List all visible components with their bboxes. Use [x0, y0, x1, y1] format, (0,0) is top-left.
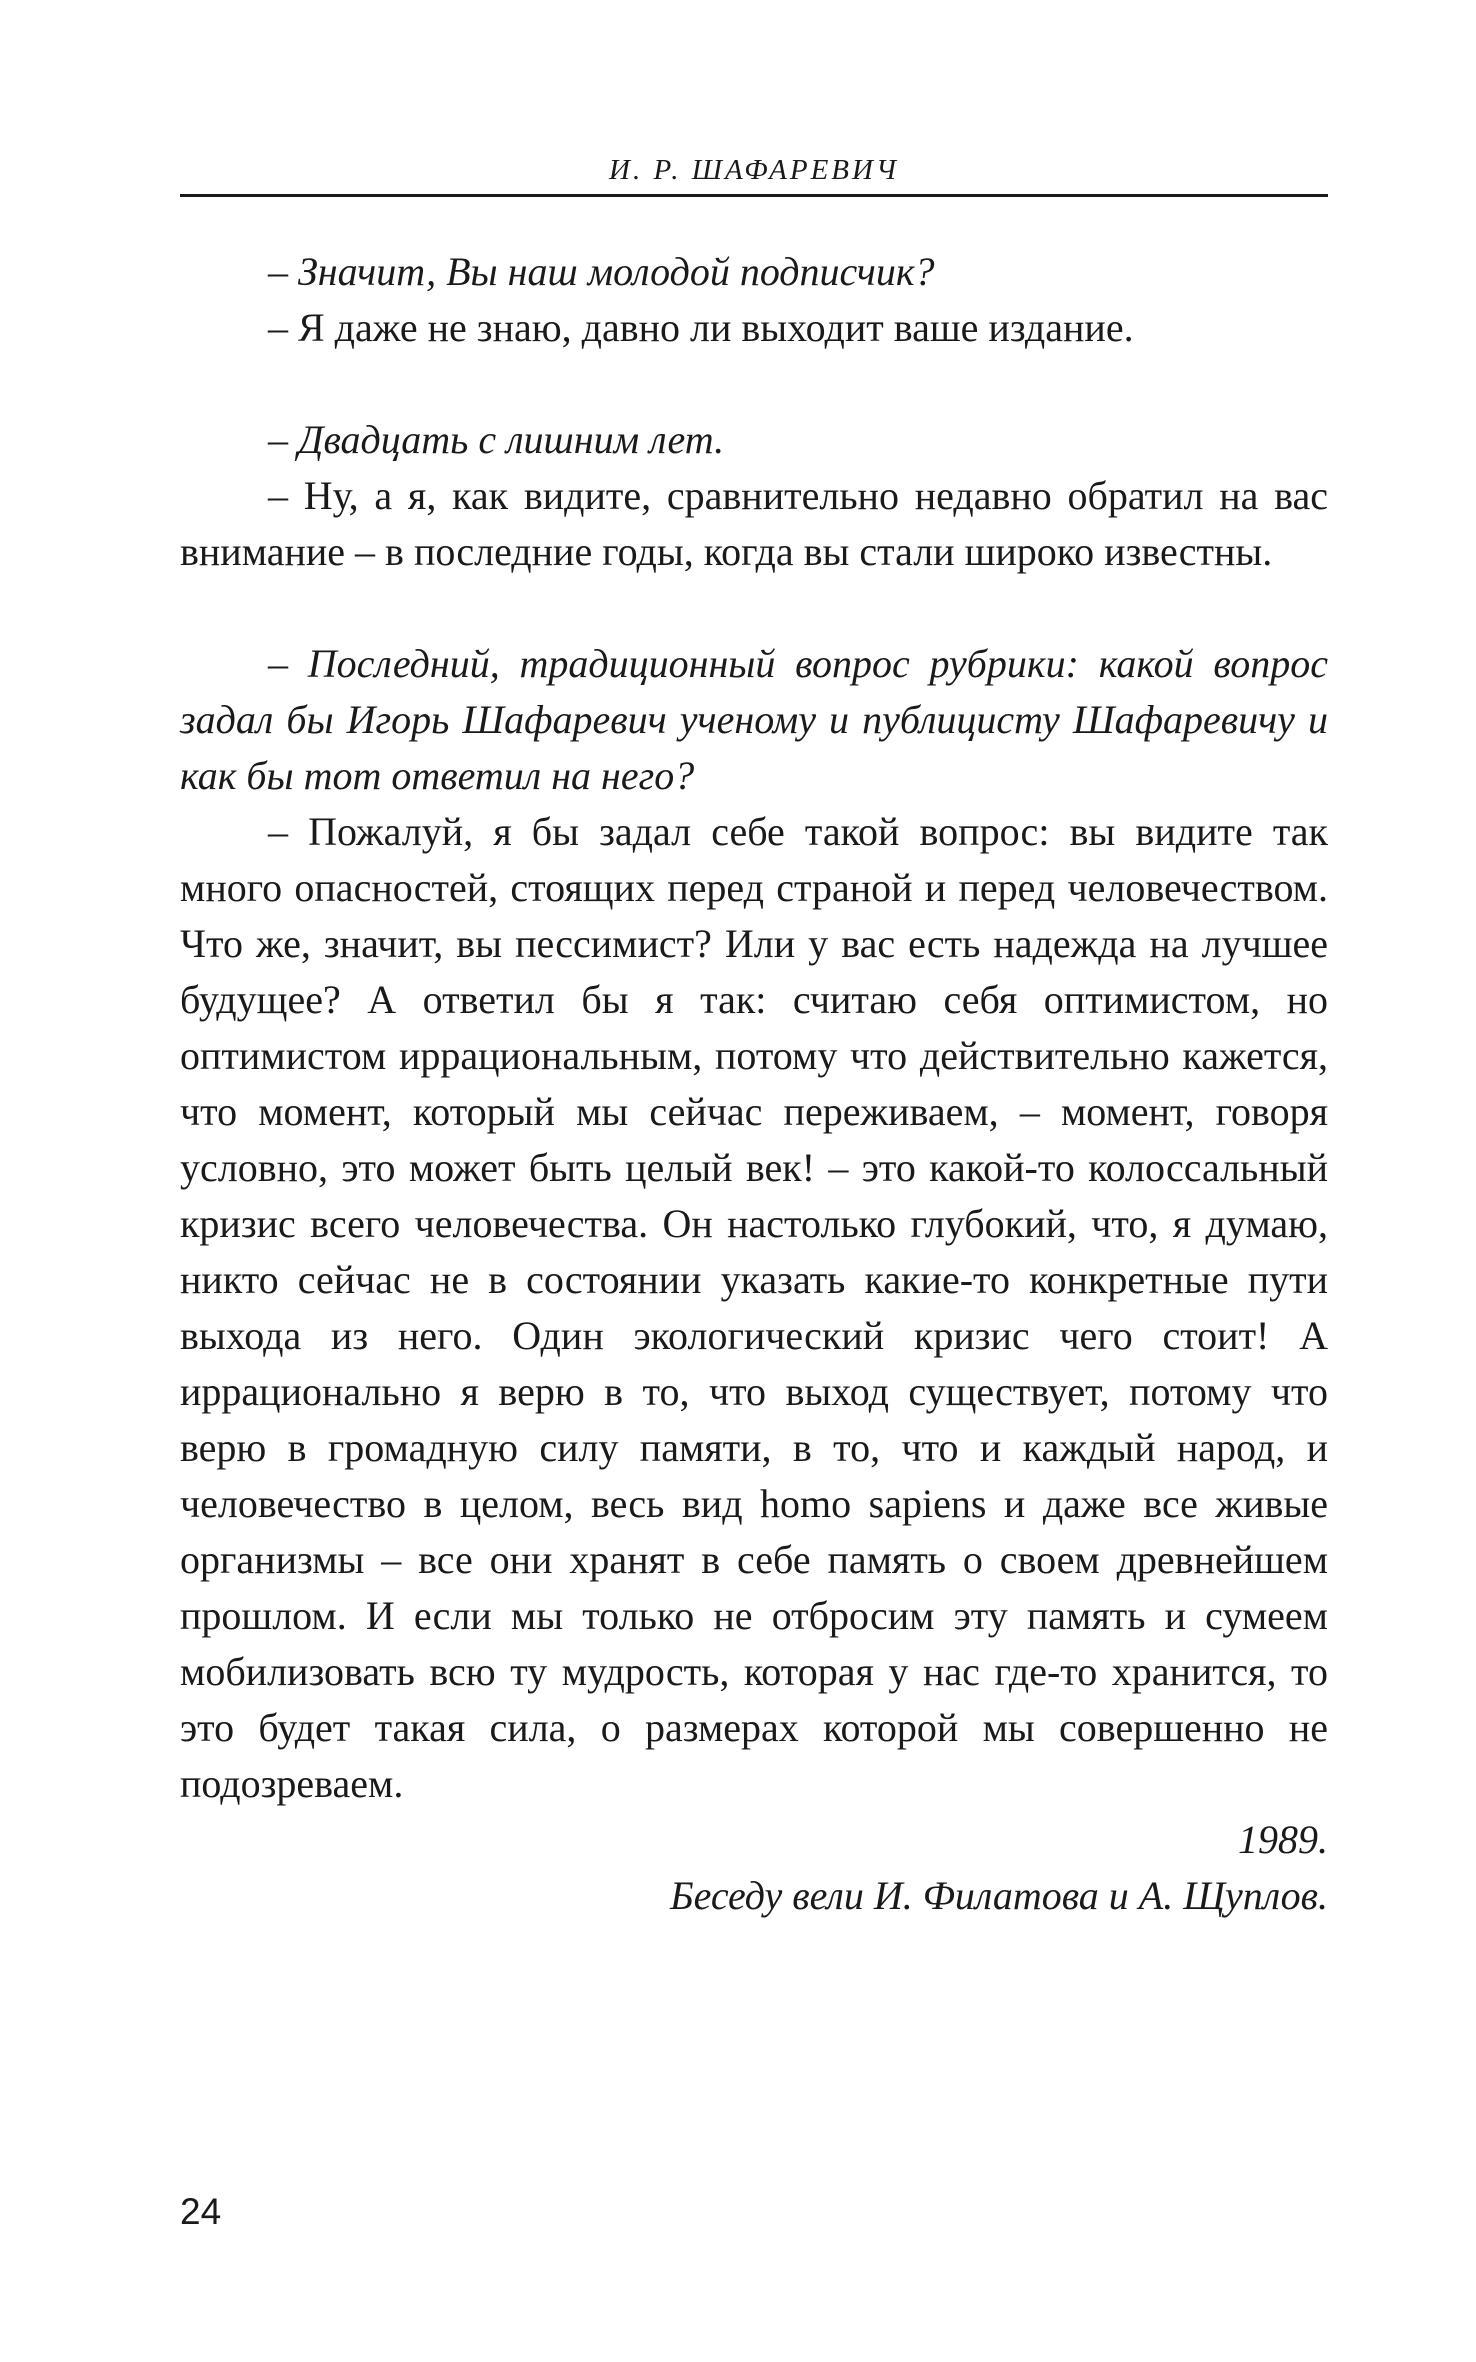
- answer-paragraph: – Пожалуй, я бы задал себе такой вопрос: вы видите так много опасностей, стоящих перед страной и перед человечеством. Что же, значит, вы пессимист? Или у вас есть надежда на лучшее будущее? А ответил бы я так: считаю себя оптимистом, но оптимистом иррациональным, потому что действительно кажется, что момент, который мы сейчас переживаем, – момент, говоря условно, это может быть целый век! – это какой-то колоссальный кризис всего человечества. Он настолько глубокий, что, я думаю, никто сейчас не в состоянии указать какие-то конкретные пути выхода из него. Один экологический кризис чего стоит! А иррационально я верю в то, что выход существует, потому что верю в громадную силу памяти, в то, что и каждый народ, и человечество в целом, весь вид homo sapiens и даже все живые организмы – все они хранят в себе память о своем древнейшем прошлом. И если мы только не отбросим эту память и сумеем мобилизовать всю ту мудрость, которая у нас где-то хранится, то это будет такая сила, о размерах которой мы совершенно не подозреваем.: [180, 809, 1328, 1806]
- interviewer-question: – Двадцать с лишним лет.: [268, 417, 725, 462]
- interviewer-question: – Значит, Вы наш молодой подписчик?: [268, 249, 935, 294]
- answer-paragraph: – Ну, а я, как видите, сравнительно недавно обратил на вас внимание – в последние годы, когда вы стали широко известны.: [180, 473, 1328, 574]
- header-rule: [180, 194, 1328, 197]
- answer-paragraph: – Я даже не знаю, давно ли выходит ваше издание.: [268, 305, 1134, 350]
- interview-credits: Беседу вели И. Филатова и А. Щуплов.: [670, 1873, 1328, 1918]
- interviewer-question: – Последний, традиционный вопрос рубрики: какой вопрос задал бы Игорь Шафаревич ученому и публицисту Шафаревичу и как бы тот ответил на него?: [180, 641, 1328, 798]
- page-number: 24: [180, 2191, 222, 2232]
- date-signature: 1989.: [1238, 1817, 1328, 1862]
- running-head: И. Р. ШАФАРЕВИЧ: [609, 154, 899, 186]
- main-text: [180, 244, 1328, 1924]
